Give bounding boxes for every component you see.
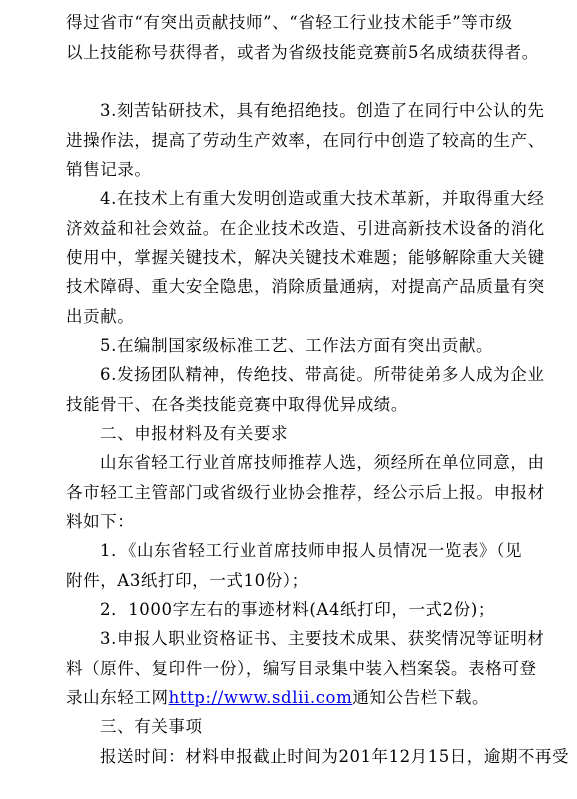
paragraph-line: 技能骨干、在各类技能竞赛中取得优异成绩。 xyxy=(66,395,408,414)
website-link[interactable]: http://www.sdlii.com xyxy=(168,688,353,707)
paragraph-line: 2．1000字左右的事迹材料(A4纸打印，一式2份)； xyxy=(100,600,495,619)
paragraph-line: 以上技能称号获得者，或者为省级技能竞赛前5名成绩获得者。 xyxy=(66,43,539,62)
link-suffix-text: 通知公告栏下载。 xyxy=(352,688,490,707)
paragraph-line: 各市轻工主管部门或省级行业协会推荐，经公示后上报。申报材 xyxy=(66,483,545,502)
paragraph-line: 6.发扬团队精神，传绝技、带高徒。所带徒弟多人成为企业 xyxy=(100,365,545,384)
paragraph-line: 附件，A3纸打印，一式10份）； xyxy=(66,571,309,590)
paragraph-line: 5.在编制国家级标准工艺、工作法方面有突出贡献。 xyxy=(100,336,494,355)
paragraph-line-with-link xyxy=(66,688,489,708)
paragraph-line: 进操作法，提高了劳动生产效率，在同行中创造了较高的生产、 xyxy=(66,131,545,150)
paragraph-line: 济效益和社会效益。在企业技术改造、引进高新技术设备的消化 xyxy=(66,219,545,238)
paragraph-line: 山东省轻工行业首席技师推荐人选，须经所在单位同意，由 xyxy=(100,453,545,472)
paragraph-line: 3.申报人职业资格证书、主要技术成果、获奖情况等证明材 xyxy=(100,629,545,648)
paragraph-line: 3.刻苦钻研技术，具有绝招绝技。创造了在同行中公认的先 xyxy=(100,101,545,120)
paragraph-line: 技术障碍、重大安全隐患，消除质量通病，对提高产品质量有突 xyxy=(66,277,545,296)
link-prefix-text: 录山东轻工网 xyxy=(66,688,169,707)
section-heading: 二、申报材料及有关要求 xyxy=(100,424,289,443)
paragraph-line: 使用中，掌握关键技术，解决关键技术难题；能够解除重大关键 xyxy=(66,248,545,267)
paragraph-line: 料如下： xyxy=(66,512,135,531)
paragraph-line: 1．《山东省轻工行业首席技师申报人员情况一览表》（见 xyxy=(100,541,523,560)
paragraph-line: 4.在技术上有重大发明创造或重大技术革新，并取得重大经 xyxy=(100,189,545,208)
paragraph-line: 料（原件、复印件一份），编写目录集中装入档案袋。表格可登 xyxy=(66,659,537,678)
paragraph-line: 销售记录。 xyxy=(66,160,152,179)
paragraph-line: 报送时间：材料申报截止时间为201年12月15日，逾期不再受 xyxy=(100,747,569,766)
section-heading: 三、有关事项 xyxy=(100,717,203,736)
paragraph-line: 得过省市“有突出贡献技师”、“省轻工行业技术能手”等市级 xyxy=(66,13,513,32)
paragraph-line: 出贡献。 xyxy=(66,307,135,326)
